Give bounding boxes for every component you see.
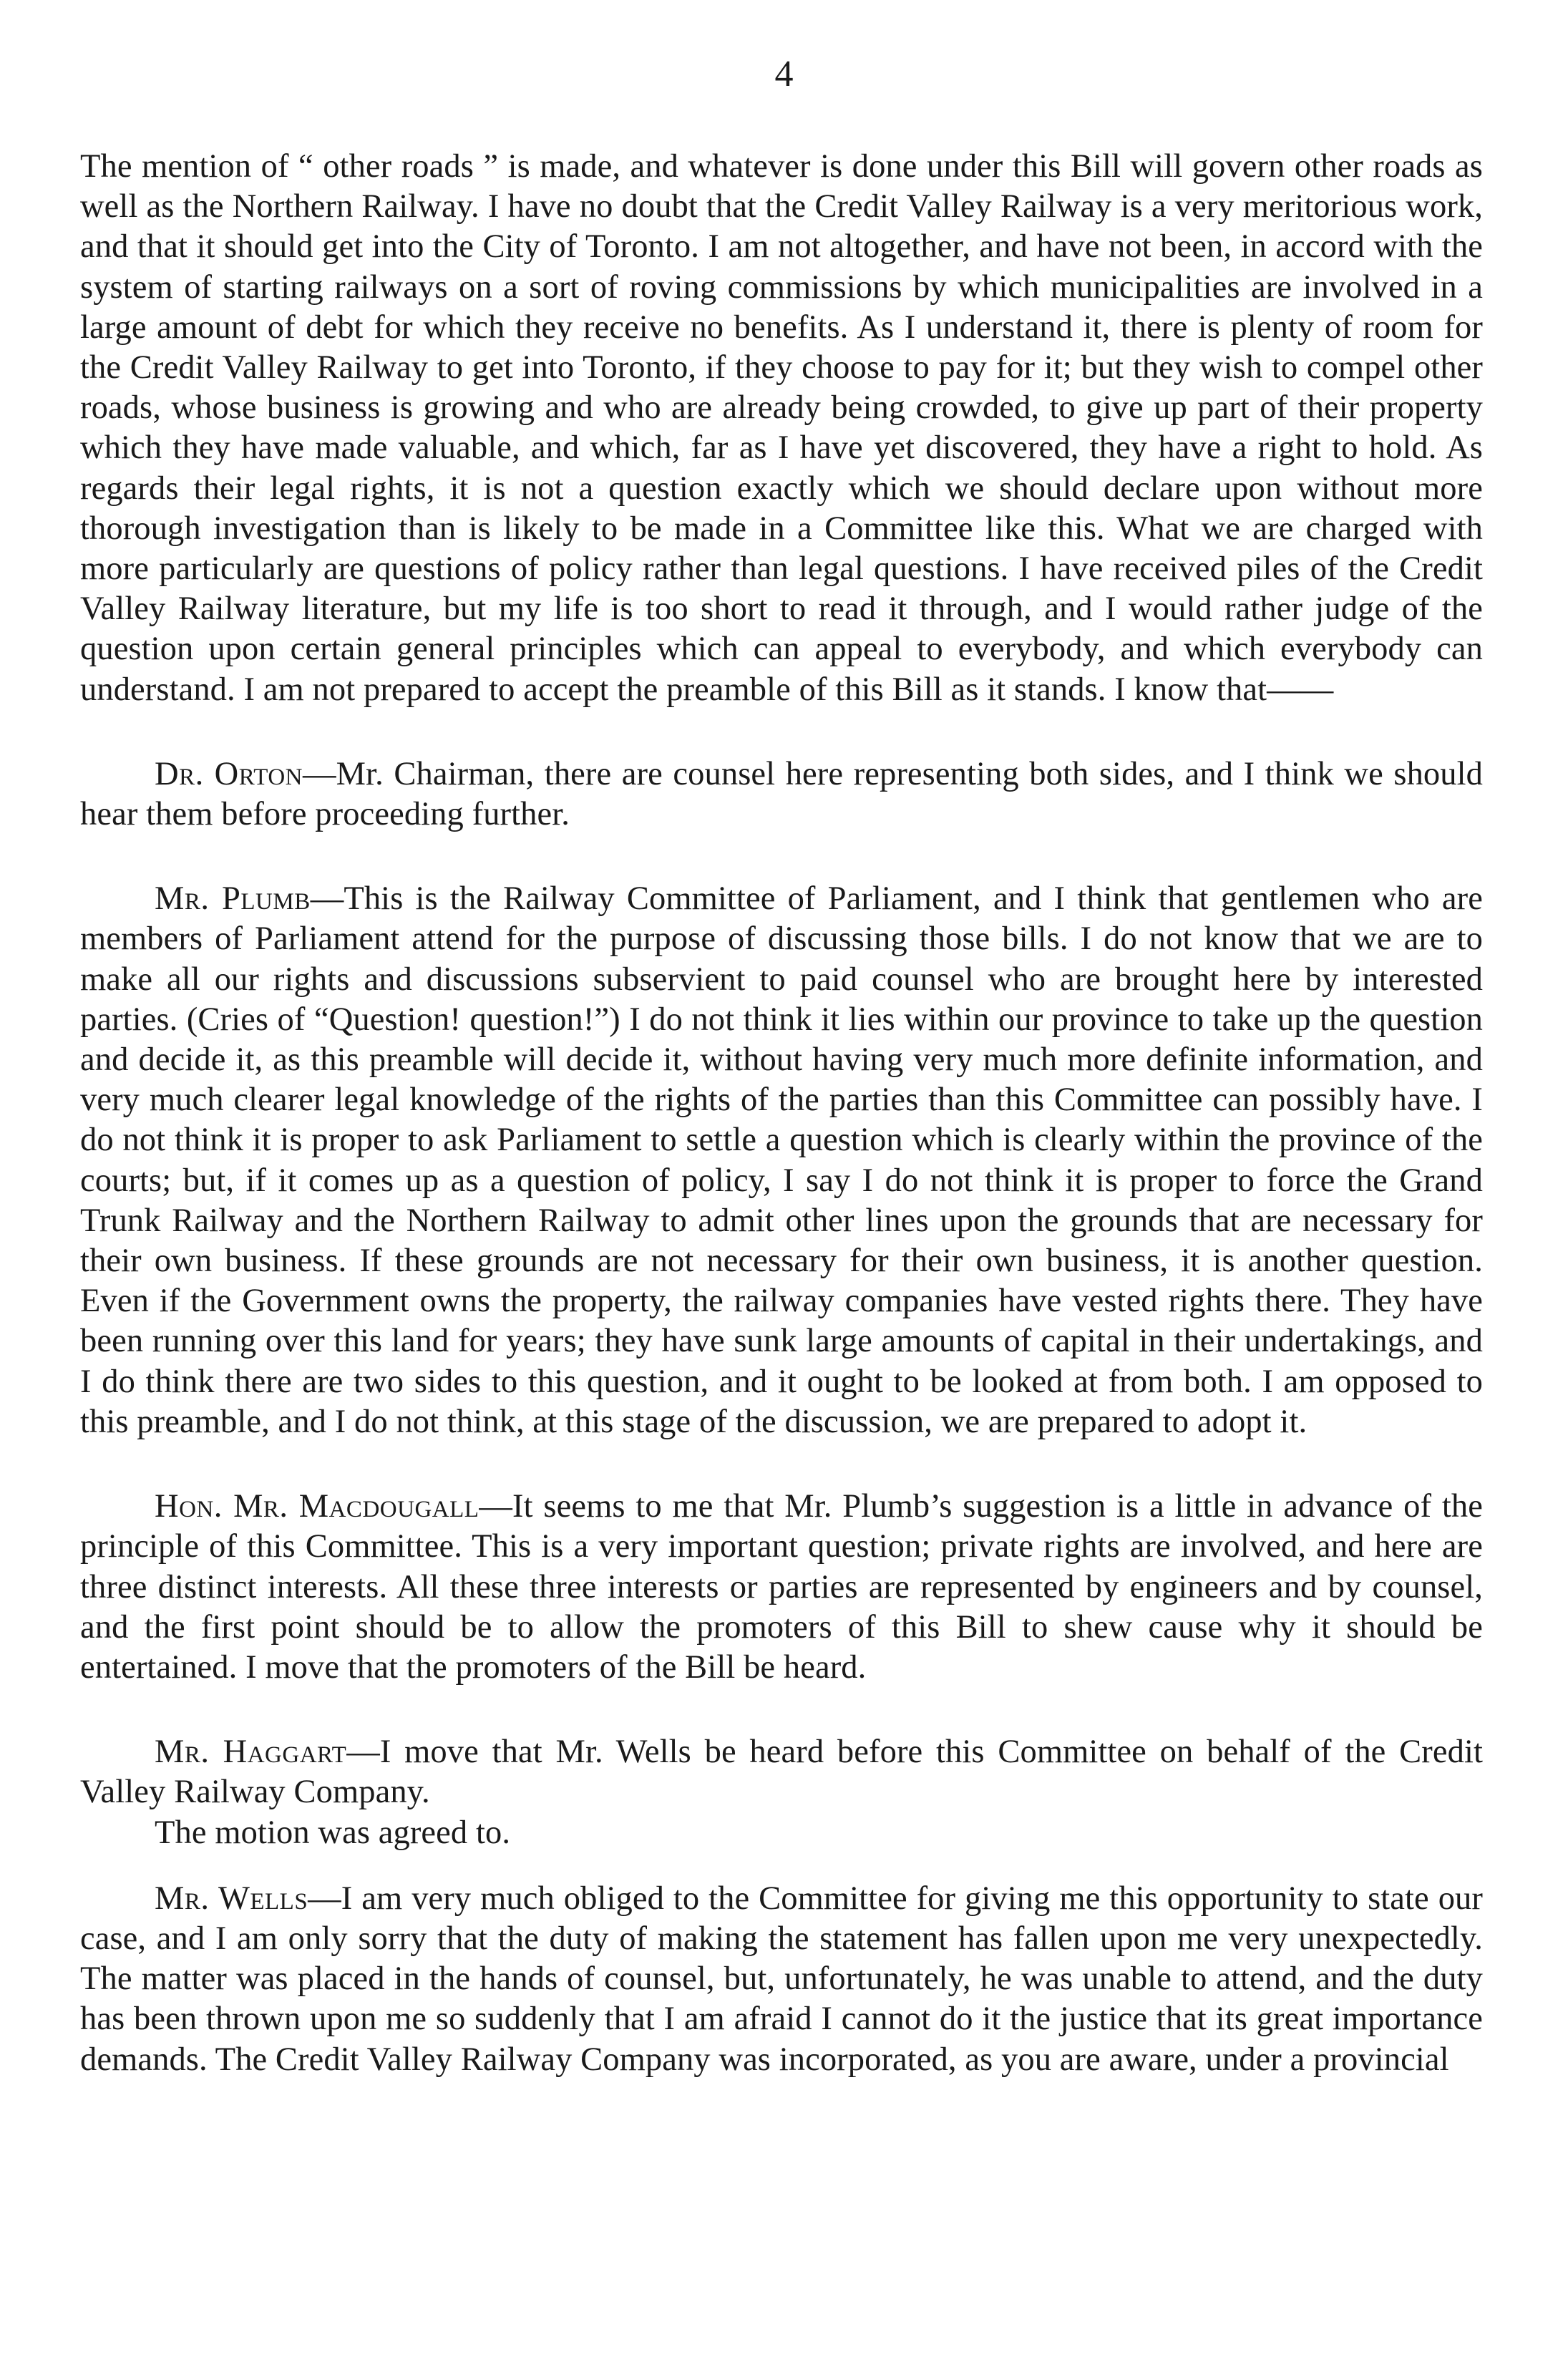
paragraph-text: —It seems to me that Mr. Plumb’s suggestion is a little in advance of the principle of this Committee. This is a very important question; private rights are involved, and here are three distinct interests. All these three interests or parties are represented by engineers and by counsel, and the first point should be to allow the promoters of this Bill to shew cause why it should be entertained. I move that the promoters of the Bill be heard. <box>80 1488 1483 1686</box>
paragraph-text: —Mr. Chairman, there are counsel here representing both sides, and I think we should hear them before proceeding further. <box>80 755 1483 833</box>
speaker-name: Hon. Mr. Macdougall <box>155 1488 479 1525</box>
document-body <box>80 147 1483 2080</box>
paragraph-text: —I move that Mr. Wells be heard before this Committee on behalf of the Credit Valley Railway Company. <box>80 1734 1484 1811</box>
paragraph-orton <box>80 754 1483 835</box>
speaker-name: Mr. Wells <box>155 1880 308 1917</box>
paragraph-text: The motion was agreed to. <box>155 1814 511 1851</box>
paragraph-motion <box>80 1813 1483 1853</box>
paragraph-text: The mention of “ other roads ” is made, and whatever is done under this Bill will govern other roads as well as the Northern Railway. I have no doubt that the Credit Valley Railway is a very meritorious work, and that it should get into the City of Toronto. I am not altogether, and have not been, in accord with the system of starting railways on a sort of roving commissions by which municipalities are involved in a large amount of debt for which they receive no benefits. As I understand it, there is plenty of room for the Credit Valley Railway to get into Toronto, if they choose to pay for it; but they wish to compel other roads, whose business is growing and who are already being crowded, to give up part of their property which they have made valuable, and which, far as I have yet discovered, they have a right to hold. As regards their legal rights, it is not a question exactly which we should declare upon without more thorough investigation than is likely to be made in a Committee like this. What we are charged with more particularly are questions of policy rather than legal questions. I have received piles of the Credit Valley Railway literature, but my life is too short to read it through, and I would rather judge of the question upon certain general principles which can appeal to everybody, and which everybody can understand. I am not prepared to accept the preamble of this Bill as it stands. I know that—— <box>80 148 1483 708</box>
paragraph-text: —I am very much obliged to the Committee for giving me this opportunity to state our case, and I am only sorry that the duty of making the statement has fallen upon me very unexpectedly. The matter was placed in the hands of counsel, but, unfortunately, he was unable to attend, and the duty has been thrown upon me so suddenly that I am afraid I cannot do it the justice that its great importance demands. The Credit Valley Railway Company was incorporated, as you are aware, under a provincial <box>80 1880 1483 2078</box>
page-number: 4 <box>774 54 794 94</box>
paragraph-wells <box>80 1879 1483 2080</box>
speaker-name: Mr. Plumb <box>155 880 311 918</box>
paragraph-macdougall <box>80 1487 1483 1688</box>
paragraph-continuation <box>80 147 1483 710</box>
paragraph-text: —This is the Railway Committee of Parliament, and I think that gentlemen who are members of Parliament attend for the purpose of discussing those bills. I do not know that we are to make all our rights and discussions subservient to paid counsel who are brought here by interested parties. (Cries of “Question! question!”) I do not think it lies within our province to take up the question and decide it, as this preamble will decide it, without having very much more definite information, and very much clearer legal knowledge of the rights of the parties than this Committee can possibly have. I do not think it is proper to ask Parliament to settle a question which is clearly within the province of the courts; but, if it comes up as a question of policy, I say I do not think it is proper to force the Grand Trunk Railway and the Northern Railway to admit other lines upon the grounds that are necessary for their own business. If these grounds are not necessary for their own business, it is another question. Even if the Government owns the property, the railway companies have vested rights there. They have been running over this land for years; they have sunk large amounts of capital in their undertakings, and I do think there are two sides to this question, and it ought to be looked at from both. I am opposed to this preamble, and I do not think, at this stage of the discussion, we are prepared to adopt it. <box>80 880 1483 1440</box>
speaker-name: Mr. Haggart <box>155 1734 347 1771</box>
speaker-name: Dr. Orton <box>155 755 303 792</box>
paragraph-haggart <box>80 1732 1483 1812</box>
paragraph-plumb <box>80 879 1483 1442</box>
